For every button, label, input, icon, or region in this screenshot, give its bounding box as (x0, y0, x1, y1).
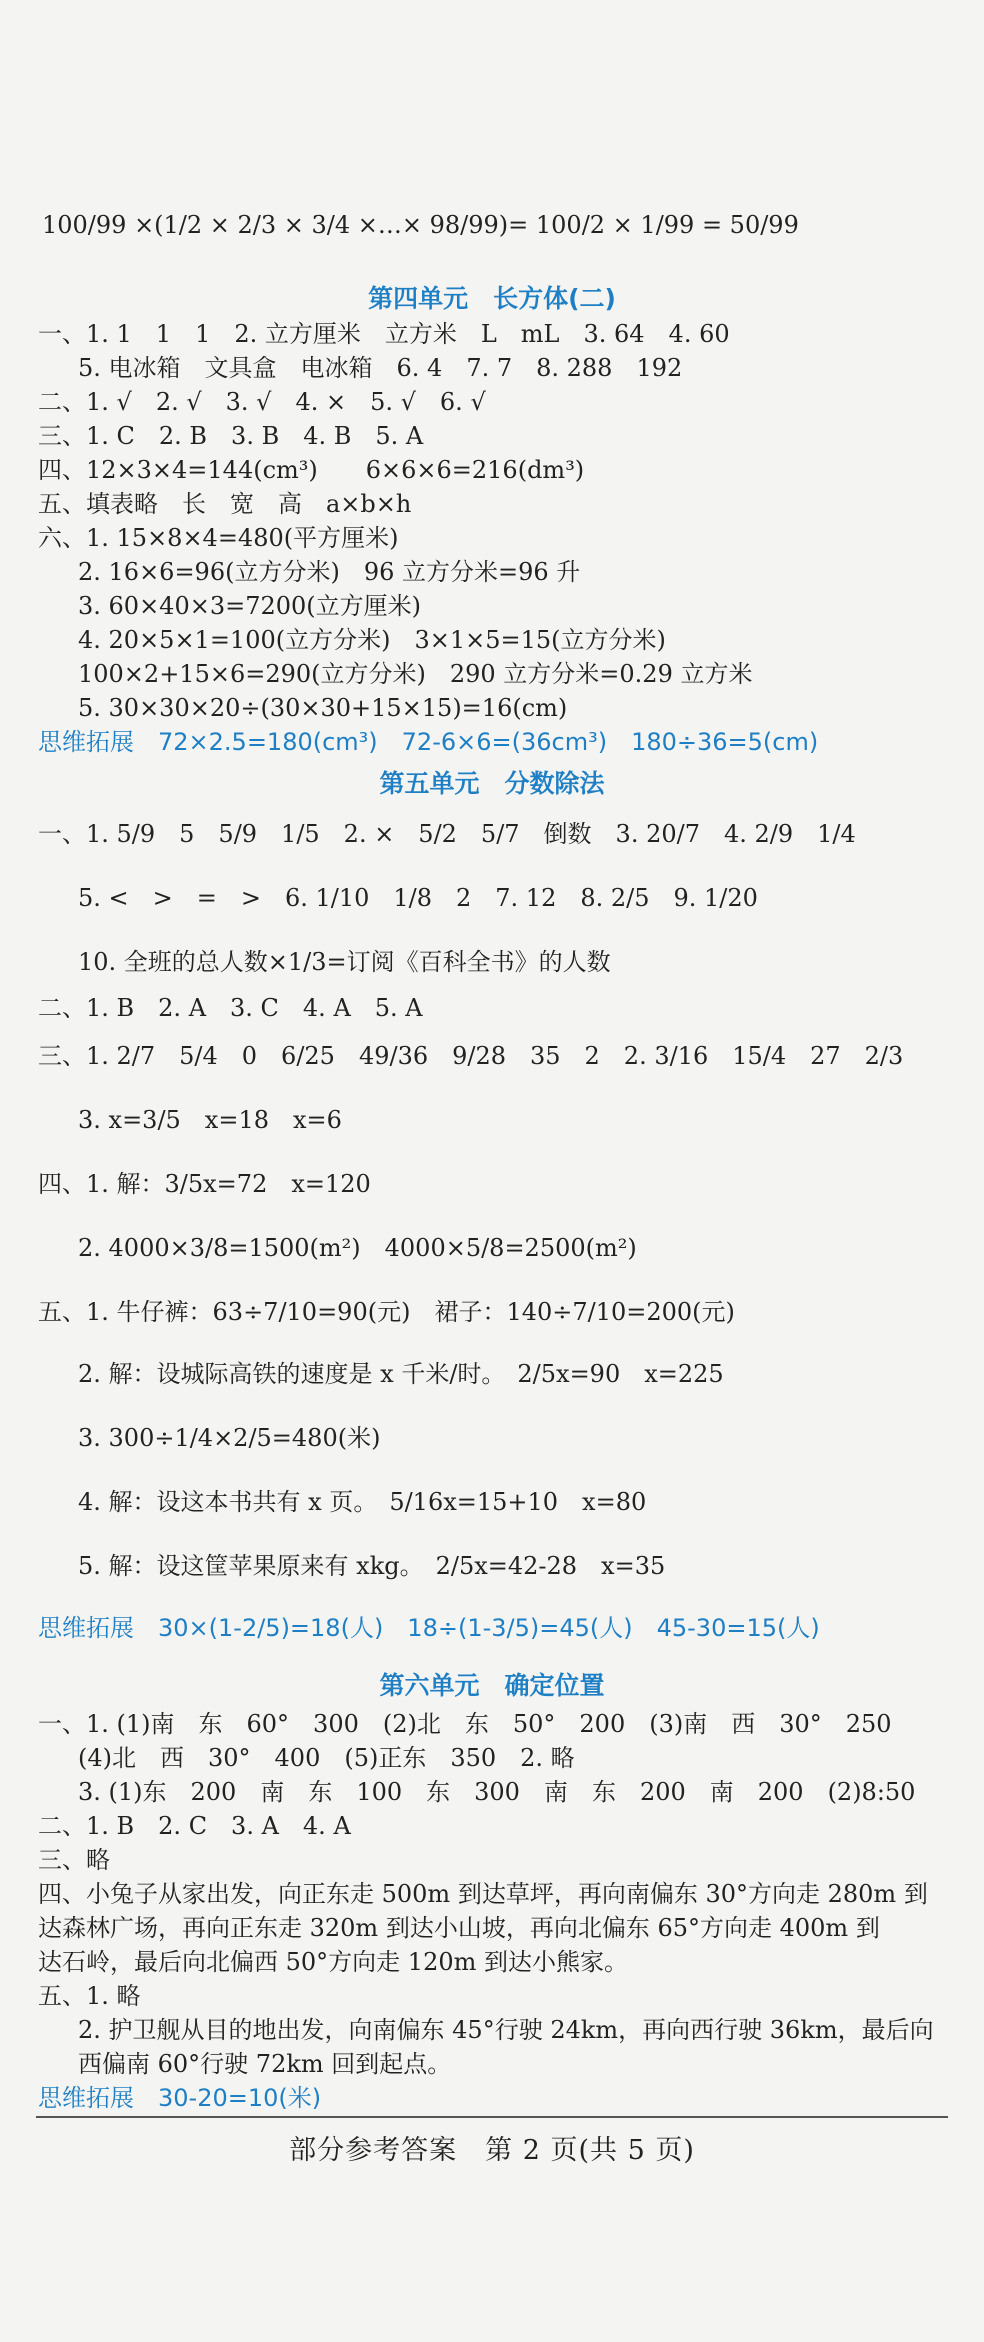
answer-line: 2. 护卫舰从目的地出发，向南偏东 45°行驶 24km，再向西行驶 36km，最后向 (78, 2016, 934, 2044)
answer-line: 六、1. 15×8×4=480(平方厘米) (38, 524, 399, 552)
unit-four-heading: 第四单元 长方体(二) (368, 284, 616, 313)
thinking-extension-line: 思维拓展 30-20=10(米) (38, 2084, 322, 2112)
answer-line: 一、1. (1)南 东 60° 300 (2)北 东 50° 200 (3)南 西 30° 250 (38, 1710, 892, 1738)
answer-line: 3. 60×40×3=7200(立方厘米) (78, 592, 422, 620)
answer-line: 2. 解：设城际高铁的速度是 x 千米/时。 2/5x=90 x=225 (78, 1360, 724, 1388)
answer-line: 三、1. C 2. B 3. B 4. B 5. A (38, 422, 424, 450)
answer-line: 四、小兔子从家出发，向正东走 500m 到达草坪，再向南偏东 30°方向走 280m 到 (38, 1880, 928, 1908)
answer-line: 4. 20×5×1=100(立方分米) 3×1×5=15(立方分米) (78, 626, 666, 654)
answer-line: 一、1. 5/9 5 5/9 1/5 2. × 5/2 5/7 倒数 3. 20/7 4. 2/9 1/4 (38, 820, 856, 848)
answer-line: 5. 解：设这筐苹果原来有 xkg。 2/5x=42-28 x=35 (78, 1552, 666, 1580)
answer-line: 达森林广场，再向正东走 320m 到达小山坡，再向北偏东 65°方向走 400m 到 (38, 1914, 880, 1942)
answer-line: 4. 解：设这本书共有 x 页。 5/16x=15+10 x=80 (78, 1488, 647, 1516)
answer-line: 二、1. B 2. A 3. C 4. A 5. A (38, 994, 423, 1022)
answer-line: 10. 全班的总人数×1/3=订阅《百科全书》的人数 (78, 948, 611, 976)
answer-line: 五、填表略 长 宽 高 a×b×h (38, 490, 412, 518)
thinking-extension-line: 思维拓展 30×(1-2/5)=18(人) 18÷(1-3/5)=45(人) 45-30=15(人) (38, 1614, 820, 1642)
answer-line: 五、1. 牛仔裤：63÷7/10=90(元) 裙子：140÷7/10=200(元) (38, 1298, 735, 1326)
answer-line: 四、12×3×4=144(cm³) 6×6×6=216(dm³) (38, 456, 585, 484)
answer-line: 5. 30×30×20÷(30×30+15×15)=16(cm) (78, 694, 568, 722)
answer-line: 100×2+15×6=290(立方分米) 290 立方分米=0.29 立方米 (78, 660, 753, 688)
answer-line: 5. 电冰箱 文具盒 电冰箱 6. 4 7. 7 8. 288 192 (78, 354, 683, 382)
bottom-rule (36, 2116, 948, 2118)
answer-line: (4)北 西 30° 400 (5)正东 350 2. 略 (78, 1744, 575, 1772)
answer-line: 西偏南 60°行驶 72km 回到起点。 (78, 2050, 452, 2078)
answer-line: 2. 16×6=96(立方分米) 96 立方分米=96 升 (78, 558, 581, 586)
answer-line: 3. 300÷1/4×2/5=480(米) (78, 1424, 381, 1452)
unit-five-heading: 第五单元 分数除法 (379, 769, 605, 798)
answer-line: 3. (1)东 200 南 东 100 东 300 南 东 200 南 200 (2)8:50 (78, 1778, 916, 1806)
answer-line: 三、略 (38, 1846, 110, 1874)
answer-line: 四、1. 解：3/5x=72 x=120 (38, 1170, 371, 1198)
answer-line: 三、1. 2/7 5/4 0 6/25 49/36 9/28 35 2 2. 3/16 15/4 27 2/3 (38, 1042, 904, 1070)
answer-line: 2. 4000×3/8=1500(m²) 4000×5/8=2500(m²) (78, 1234, 637, 1262)
answer-line: 5. < > = > 6. 1/10 1/8 2 7. 12 8. 2/5 9. 1/20 (78, 884, 758, 912)
answer-line: 二、1. B 2. C 3. A 4. A (38, 1812, 351, 1840)
answer-line: 二、1. √ 2. √ 3. √ 4. × 5. √ 6. √ (38, 388, 486, 416)
thinking-extension-line: 思维拓展 72×2.5=180(cm³) 72-6×6=(36cm³) 180÷36=5(cm) (38, 728, 819, 756)
unit-six-heading: 第六单元 确定位置 (379, 1671, 605, 1700)
answer-line: 一、1. 1 1 1 2. 立方厘米 立方米 L mL 3. 64 4. 60 (38, 320, 730, 348)
answer-line: 五、1. 略 (38, 1982, 141, 2010)
answer-line: 3. x=3/5 x=18 x=6 (78, 1106, 342, 1134)
answer-line: 达石岭，最后向北偏西 50°方向走 120m 到达小熊家。 (38, 1948, 628, 1976)
page-footer: 部分参考答案 第 2 页(共 5 页) (289, 2135, 695, 2166)
answer-line-fraction-product: 100/99 ×(1/2 × 2/3 × 3/4 ×…× 98/99)= 100/2 × 1/99 = 50/99 (42, 211, 799, 239)
